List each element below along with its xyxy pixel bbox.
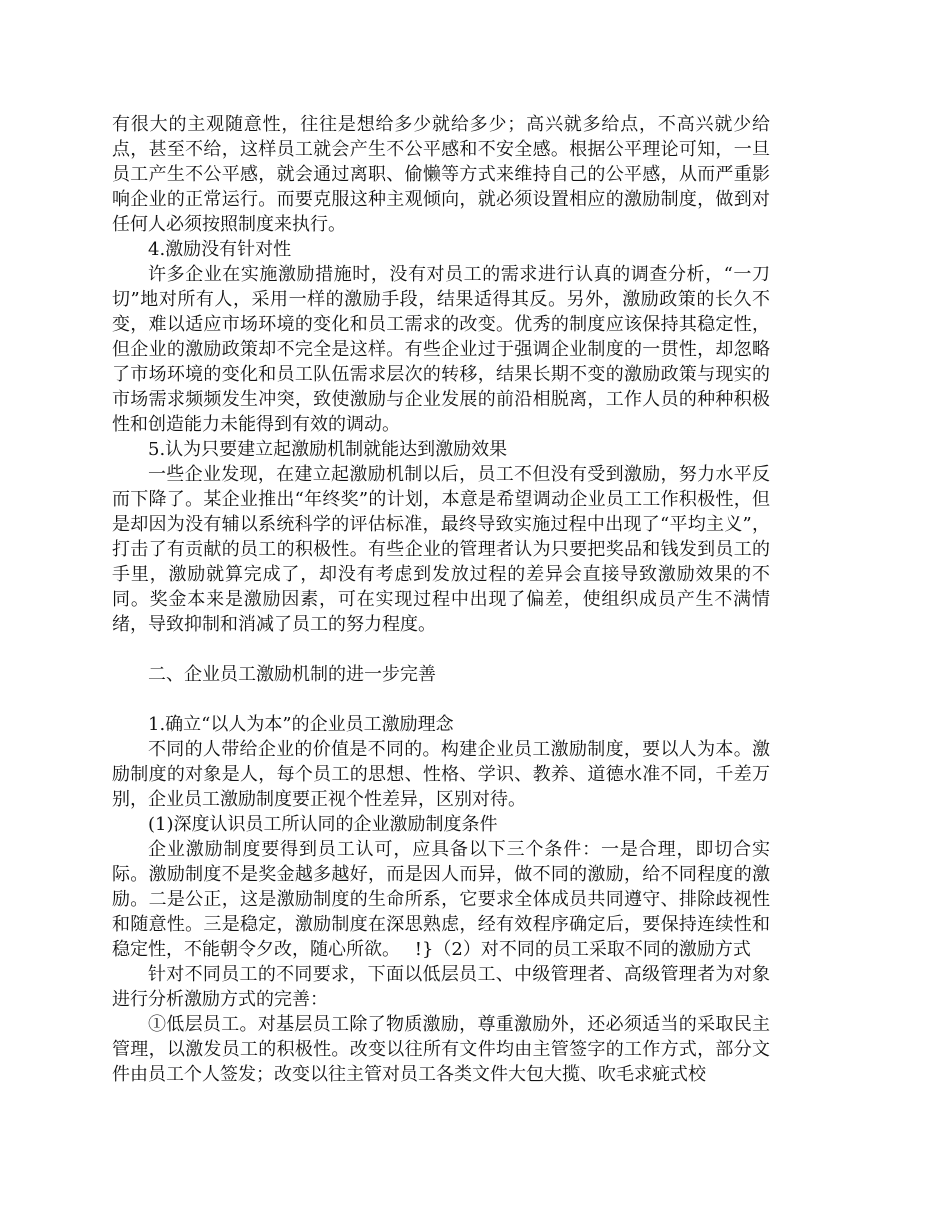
heading-recognized-conditions: (1)深度认识员工所认同的企业激励制度条件 (148, 814, 498, 835)
heading-people-oriented: 1.确立“以人为本”的企业员工激励理念 (148, 714, 454, 735)
blank-line (112, 637, 770, 662)
blank-line (112, 687, 770, 712)
paragraph-low-level-staff: ①低层员工。对基层员工除了物质激励，尊重激励外，还必须适当的采取民主管理，以激发员工的积极性。改变以往所有文件均由主管签字的工作方式，部分文件由员工个人签发；改变以往主管对员工各类文件大包大揽、吹毛求疵式校 (112, 1014, 770, 1085)
paragraph-subjective-randomness: 有很大的主观随意性，往往是想给多少就给多少；高兴就多给点，不高兴就少给点，甚至不给，这样员工就会产生不公平感和不安全感。根据公平理论可知，一旦员工产生不公平感，就会通过离职、偷懒等方式来维持自己的公平感，从而严重影响企业的正常运行。而要克服这种主观倾向，就必须设置相应的激励制度，做到对任何人必须按照制度来执行。 (112, 114, 770, 235)
paragraph-different-levels: 针对不同员工的不同要求，下面以低层员工、中级管理者、高级管理者为对象进行分析激励方式的完善： (112, 964, 770, 1010)
section-heading-improvement: 二、企业员工激励机制的进一步完善 (148, 664, 436, 685)
paragraph-year-end-bonus: 一些企业发现，在建立起激励机制以后，员工不但没有受到激励，努力水平反而下降了。某企业推出“年终奖”的计划，本意是希望调动企业员工工作积极性，但是却因为没有辅以系统科学的评估标准，最终导致实施过程中出现了“平均主义”，打击了有贡献的员工的积极性。有些企业的管理者认为只要把奖品和钱发到员工的手里，激励就算完成了，却没有考虑到发放过程的差异会直接导致激励效果的不同。奖金本来是激励因素，可在实现过程中出现了偏差，使组织成员产生不满情绪，导致抑制和消减了员工的努力程度。 (112, 464, 770, 635)
heading-mechanism-not-enough: 5.认为只要建立起激励机制就能达到激励效果 (148, 439, 508, 460)
paragraph-three-conditions: 企业激励制度要得到员工认可，应具备以下三个条件：一是合理，即切合实际。激励制度不是奖金越多越好，而是因人而异，做不同的激励，给不同程度的激励。二是公正，这是激励制度的生命所系，它要求全体成员共同遵守、排除歧视性和随意性。三是稳定，激励制度在深思熟虑，经有效程序确定后，要保持连续性和稳定性，不能朝令夕改，随心所欲。 !}（2）对不同的员工采取不同的激励方式 (112, 839, 770, 960)
paragraph-one-size-fits-all: 许多企业在实施激励措施时，没有对员工的需求进行认真的调查分析，“一刀切”地对所有人，采用一样的激励手段，结果适得其反。另外，激励政策的长久不变，难以适应市场环境的变化和员工需求的改变。优秀的制度应该保持其稳定性，但企业的激励政策却不完全是这样。有些企业过于强调企业制度的一贯性，却忽略了市场环境的变化和员工队伍需求层次的转移，结果长期不变的激励政策与现实的市场需求频频发生冲突，致使激励与企业发展的前沿相脱离，工作人员的种种积极性和创造能力未能得到有效的调动。 (112, 264, 770, 435)
document-body (112, 112, 770, 1087)
paragraph-people-oriented: 不同的人带给企业的价值是不同的。构建企业员工激励制度，要以人为本。激励制度的对象是人，每个员工的思想、性格、学识、教养、道德水准不同，千差万别，企业员工激励制度要正视个性差异，区别对待。 (112, 739, 770, 810)
heading-no-targeting: 4.激励没有针对性 (148, 239, 292, 260)
